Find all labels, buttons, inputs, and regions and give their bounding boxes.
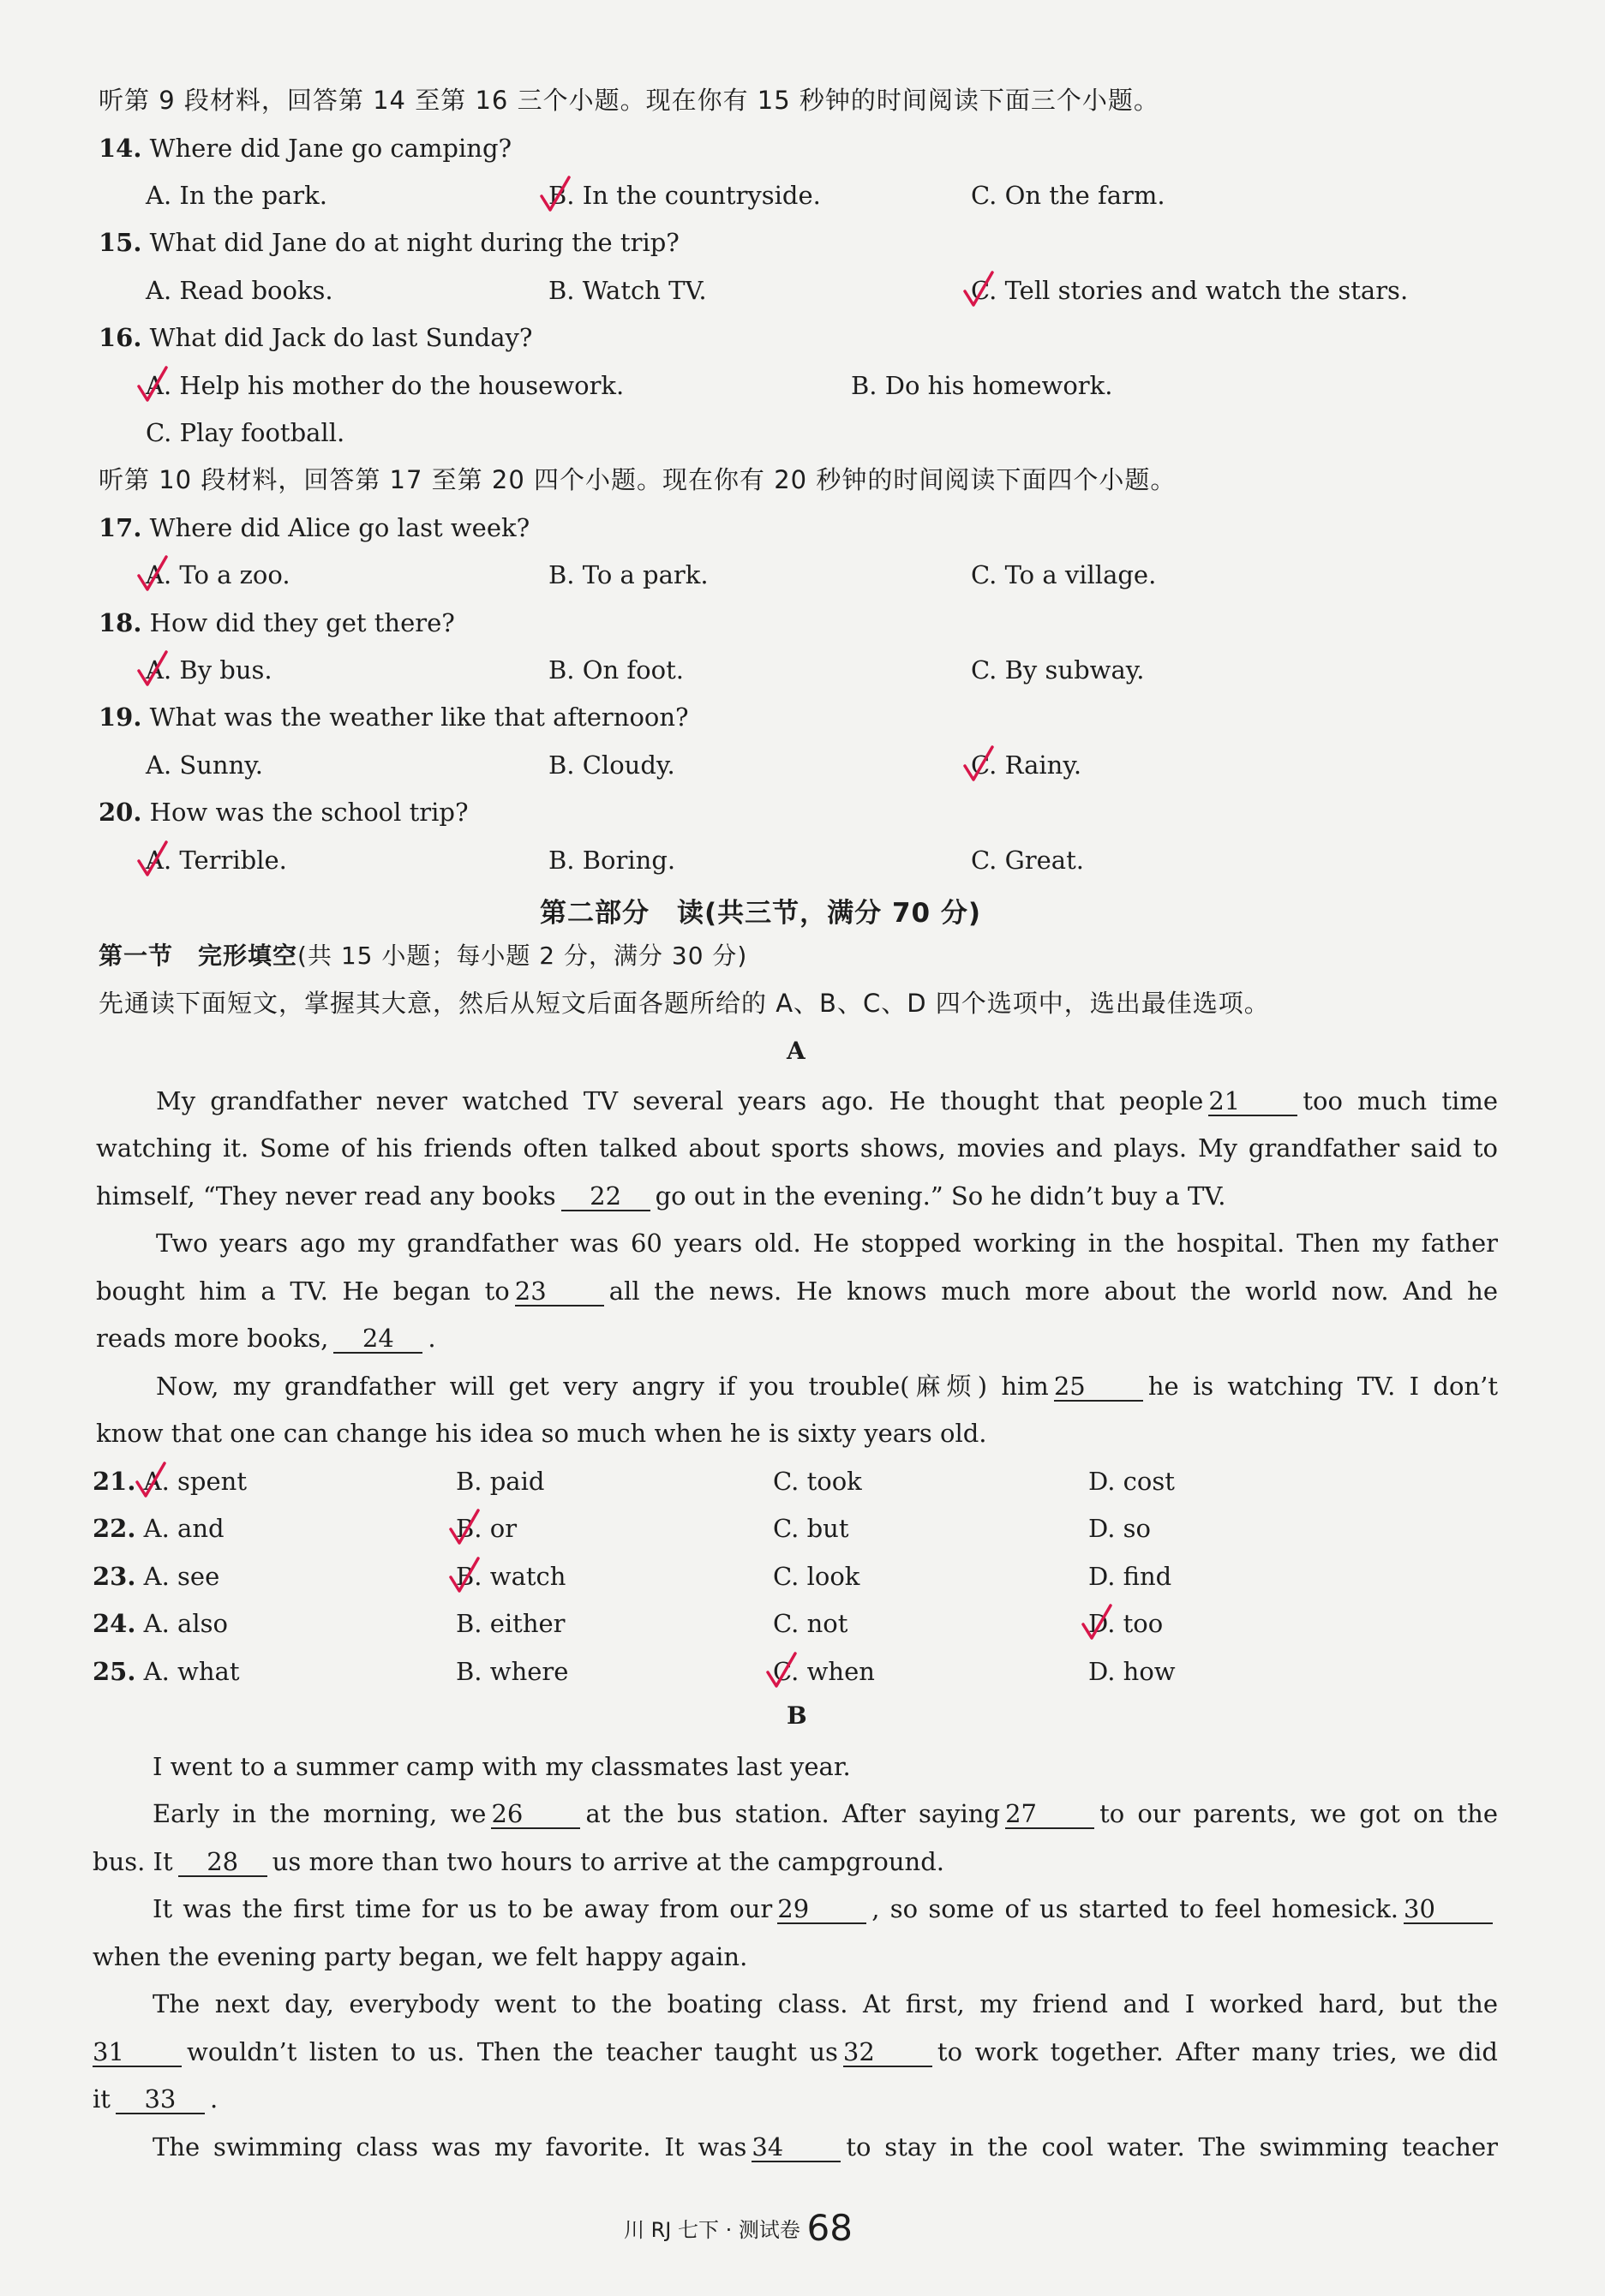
option-17b[interactable]: B. To a park. bbox=[548, 560, 709, 589]
blank-21[interactable]: 21 bbox=[1208, 1087, 1297, 1116]
option-20b[interactable]: B. Boring. bbox=[548, 846, 676, 875]
section-1-title: 第一节 完形填空 bbox=[99, 942, 298, 970]
question-19 bbox=[99, 700, 689, 734]
text: reads more books, bbox=[96, 1324, 329, 1353]
question-text: How was the school trip? bbox=[149, 798, 469, 827]
option-21c[interactable]: C. took bbox=[773, 1467, 862, 1496]
text: himself, “They never read any books bbox=[96, 1181, 556, 1211]
option-22b[interactable]: B. or bbox=[456, 1514, 518, 1543]
option-24a[interactable]: A. also bbox=[143, 1609, 228, 1638]
check-mark-icon bbox=[135, 649, 170, 690]
footer-label: 川 RJ 七下 · 测试卷 bbox=[624, 2218, 800, 2242]
text: It was the first time for us to be away from our bbox=[153, 1894, 773, 1923]
section-1-heading bbox=[99, 939, 747, 973]
option-18c[interactable]: C. By subway. bbox=[971, 655, 1145, 685]
option-15b[interactable]: B. Watch TV. bbox=[548, 276, 707, 305]
option-22c[interactable]: C. but bbox=[773, 1514, 849, 1543]
text: . bbox=[428, 1324, 436, 1353]
text: wouldn’t listen to us. Then the teacher taught us bbox=[187, 2037, 838, 2066]
option-24c[interactable]: C. not bbox=[773, 1609, 848, 1638]
blank-33[interactable]: 33 bbox=[116, 2085, 205, 2114]
option-15c[interactable]: C. Tell stories and watch the stars. bbox=[971, 276, 1409, 305]
check-mark-icon bbox=[961, 269, 996, 310]
option-20a[interactable]: A. Terrible. bbox=[146, 846, 287, 875]
blank-23[interactable]: 23 bbox=[515, 1277, 604, 1306]
option-18b[interactable]: B. On foot. bbox=[548, 655, 684, 685]
text: he is watching TV. I don’t bbox=[1147, 1372, 1498, 1401]
cloze-directions: 先通读下面短文，掌握其大意，然后从短文后面各题所给的 A、B、C、D 四个选项中，选出最佳选项。 bbox=[99, 989, 1270, 1018]
section-1-detail: (共 15 小题；每小题 2 分，满分 30 分) bbox=[297, 942, 748, 970]
question-text: What was the weather like that afternoon? bbox=[149, 703, 689, 732]
check-mark-icon bbox=[1080, 1602, 1114, 1643]
passage-b-line-4 bbox=[153, 1892, 1498, 1926]
question-text: How did they get there? bbox=[149, 608, 455, 637]
check-mark-icon bbox=[135, 553, 170, 595]
text: to our parents, we got on the bbox=[1099, 1799, 1498, 1828]
passage-a-line-6 bbox=[96, 1321, 436, 1355]
text: , so some of us started to feel homesick. bbox=[871, 1894, 1398, 1923]
passage-a-line-3 bbox=[96, 1179, 1225, 1213]
option-19a[interactable]: A. Sunny. bbox=[146, 750, 264, 780]
question-15 bbox=[99, 225, 680, 260]
question-16 bbox=[99, 320, 532, 355]
passage-b-line-9 bbox=[153, 2130, 1498, 2164]
passage-b-line-1: I went to a summer camp with my classmates last year. bbox=[153, 1752, 851, 1781]
blank-32[interactable]: 32 bbox=[843, 2038, 932, 2067]
option-23d[interactable]: D. find bbox=[1088, 1562, 1172, 1591]
option-21b[interactable]: B. paid bbox=[456, 1467, 545, 1496]
text: too much time bbox=[1303, 1086, 1498, 1115]
question-number: 15. bbox=[99, 228, 142, 257]
passage-b-line-5: when the evening party began, we felt happy again. bbox=[93, 1942, 748, 1971]
question-number: 22. bbox=[93, 1514, 136, 1543]
question-number: 20. bbox=[99, 798, 142, 827]
text: bought him a TV. He began to bbox=[96, 1277, 510, 1306]
text: to stay in the cool water. The swimming teacher bbox=[846, 2132, 1499, 2161]
passage-b-line-8 bbox=[93, 2082, 218, 2116]
passage-a-line-5 bbox=[96, 1274, 1498, 1308]
text: at the bus station. After saying bbox=[585, 1799, 1001, 1828]
question-number: 19. bbox=[99, 703, 142, 732]
passage-a-line-2: watching it. Some of his friends often talked about sports shows, movies and plays. My grandfather said to bbox=[96, 1133, 1498, 1163]
question-number: 18. bbox=[99, 608, 142, 637]
blank-27[interactable]: 27 bbox=[1005, 1800, 1094, 1829]
cloze-23 bbox=[93, 1559, 219, 1593]
question-number: 17. bbox=[99, 513, 142, 542]
blank-30[interactable]: 30 bbox=[1404, 1895, 1493, 1924]
question-text: What did Jack do last Sunday? bbox=[149, 323, 533, 352]
option-14a[interactable]: A. In the park. bbox=[146, 181, 327, 210]
text: Early in the morning, we bbox=[153, 1799, 487, 1828]
passage-b-label: B bbox=[787, 1701, 807, 1730]
question-number: 25. bbox=[93, 1657, 136, 1686]
blank-25[interactable]: 25 bbox=[1054, 1372, 1143, 1402]
blank-26[interactable]: 26 bbox=[491, 1800, 580, 1829]
check-mark-icon bbox=[447, 1555, 482, 1596]
text: go out in the evening.” So he didn’t buy a TV. bbox=[655, 1181, 1226, 1211]
option-24b[interactable]: B. either bbox=[456, 1609, 566, 1638]
option-16a[interactable]: A. Help his mother do the housework. bbox=[146, 371, 625, 400]
check-mark-icon bbox=[135, 364, 170, 405]
question-text: Where did Jane go camping? bbox=[149, 134, 512, 163]
question-14 bbox=[99, 131, 512, 165]
passage-b-line-7 bbox=[93, 2035, 1498, 2069]
cloze-24 bbox=[93, 1606, 228, 1641]
question-text: Where did Alice go last week? bbox=[149, 513, 530, 542]
blank-31[interactable]: 31 bbox=[93, 2038, 182, 2067]
option-22d[interactable]: D. so bbox=[1088, 1514, 1151, 1543]
option-22a[interactable]: A. and bbox=[143, 1514, 225, 1543]
blank-24[interactable]: 24 bbox=[333, 1324, 422, 1354]
option-19b[interactable]: B. Cloudy. bbox=[548, 750, 675, 780]
option-25b[interactable]: B. where bbox=[456, 1657, 569, 1686]
option-23b[interactable]: B. watch bbox=[456, 1562, 566, 1591]
option-25a[interactable]: A. what bbox=[143, 1657, 240, 1686]
instruction-section-10: 听第 10 段材料，回答第 17 至第 20 四个小题。现在你有 20 秒钟的时间阅读下面四个小题。 bbox=[99, 465, 1177, 494]
passage-a-line-8: know that one can change his idea so much when he is sixty years old. bbox=[96, 1419, 987, 1448]
question-number: 21. bbox=[93, 1467, 136, 1496]
question-18 bbox=[99, 606, 455, 640]
check-mark-icon bbox=[764, 1650, 799, 1691]
option-14b[interactable]: B. In the countryside. bbox=[548, 181, 821, 210]
text: . bbox=[209, 2084, 219, 2114]
text: My grandfather never watched TV several years ago. He thought that people bbox=[156, 1086, 1204, 1115]
part-2-title: 第二部分 读(共三节，满分 70 分) bbox=[540, 898, 982, 929]
passage-a-line-4: Two years ago my grandfather was 60 years old. He stopped working in the hospital. Then my father bbox=[156, 1229, 1498, 1258]
check-mark-icon bbox=[961, 744, 996, 785]
option-24d[interactable]: D. too bbox=[1088, 1609, 1164, 1638]
text: us more than two hours to arrive at the campground. bbox=[272, 1847, 944, 1876]
question-17 bbox=[99, 511, 530, 545]
check-mark-icon bbox=[135, 839, 170, 880]
page-number: 68 bbox=[806, 2207, 853, 2249]
text: all the news. He knows much more about the world now. And he bbox=[608, 1277, 1499, 1306]
question-number: 24. bbox=[93, 1609, 136, 1638]
cloze-21 bbox=[93, 1464, 247, 1498]
cloze-25 bbox=[93, 1654, 240, 1689]
check-mark-icon bbox=[538, 174, 572, 215]
option-17c[interactable]: C. To a village. bbox=[971, 560, 1157, 589]
blank-22[interactable]: 22 bbox=[561, 1182, 650, 1211]
footer bbox=[624, 2207, 853, 2251]
check-mark-icon bbox=[447, 1507, 482, 1548]
text: Now, my grandfather will get very angry if you trouble(麻烦) him bbox=[156, 1372, 1049, 1401]
text: to work together. After many tries, we did bbox=[937, 2037, 1498, 2066]
passage-a-line-1 bbox=[156, 1084, 1498, 1118]
blank-29[interactable]: 29 bbox=[777, 1895, 866, 1924]
question-text: What did Jane do at night during the trip? bbox=[149, 228, 680, 257]
option-17a[interactable]: A. To a zoo. bbox=[146, 560, 290, 589]
text: it bbox=[93, 2084, 111, 2114]
option-16b[interactable]: B. Do his homework. bbox=[851, 371, 1113, 400]
option-14c[interactable]: C. On the farm. bbox=[971, 181, 1165, 210]
option-20c[interactable]: C. Great. bbox=[971, 846, 1084, 875]
text: The swimming class was my favorite. It was bbox=[153, 2132, 747, 2161]
question-number: 23. bbox=[93, 1562, 136, 1591]
option-21a[interactable]: A. spent bbox=[143, 1467, 247, 1496]
option-15a[interactable]: A. Read books. bbox=[146, 276, 333, 305]
option-16c[interactable]: C. Play football. bbox=[146, 418, 345, 447]
question-number: 14. bbox=[99, 134, 142, 163]
passage-a-label: A bbox=[787, 1037, 805, 1065]
question-number: 16. bbox=[99, 323, 142, 352]
question-20 bbox=[99, 795, 469, 829]
text: bus. It bbox=[93, 1847, 173, 1876]
option-23a[interactable]: A. see bbox=[143, 1562, 220, 1591]
option-19c[interactable]: C. Rainy. bbox=[971, 750, 1082, 780]
passage-b-line-2 bbox=[153, 1797, 1498, 1831]
instruction-section-9: 听第 9 段材料，回答第 14 至第 16 三个小题。现在你有 15 秒钟的时间阅读下面三个小题。 bbox=[99, 86, 1159, 115]
blank-34[interactable]: 34 bbox=[752, 2133, 841, 2162]
passage-b-line-3 bbox=[93, 1845, 944, 1879]
check-mark-icon bbox=[134, 1460, 168, 1501]
passage-a-line-7 bbox=[156, 1369, 1498, 1403]
option-18a[interactable]: A. By bus. bbox=[146, 655, 272, 685]
option-25d[interactable]: D. how bbox=[1088, 1657, 1176, 1686]
option-23c[interactable]: C. look bbox=[773, 1562, 860, 1591]
passage-b-line-6: The next day, everybody went to the boating class. At first, my friend and I worked hard, but the bbox=[153, 1989, 1498, 2018]
cloze-22 bbox=[93, 1511, 225, 1546]
blank-28[interactable]: 28 bbox=[178, 1848, 267, 1877]
option-21d[interactable]: D. cost bbox=[1088, 1467, 1175, 1496]
option-25c[interactable]: C. when bbox=[773, 1657, 875, 1686]
